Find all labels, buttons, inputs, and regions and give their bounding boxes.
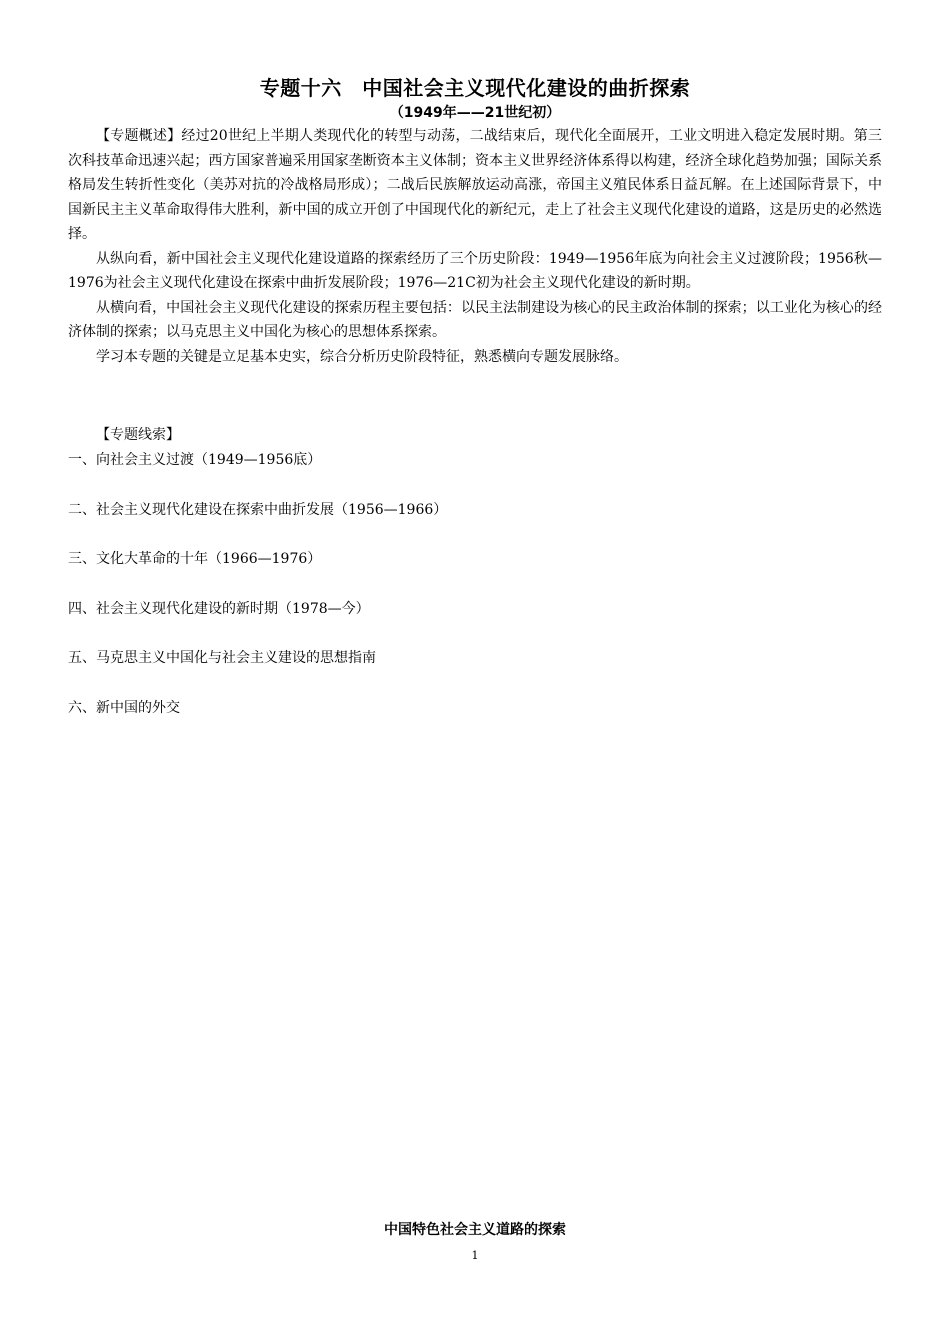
study-key-paragraph: 学习本专题的关键是立足基本史实，综合分析历史阶段特征，熟悉横向专题发展脉络。 [96,348,628,365]
page-title: 专题十六 中国社会主义现代化建设的曲折探索 [259,76,691,100]
clue-item: 六、新中国的外交 [68,699,180,716]
page-number: 1 [471,1249,479,1262]
clues-list [68,448,447,746]
clue-item: 一、向社会主义过渡（1949—1956底） [68,452,322,468]
horizontal-view-paragraph: 从横向看，中国社会主义现代化建设的探索历程主要包括：以民主法制建设为核心的民主政治体制的探索；以工业化为核心的经济体制的探索；以马克思主义中国化为核心的思想体系探索。 [68,299,882,340]
vertical-view-paragraph: 从纵向看，新中国社会主义现代化建设道路的探索经历了三个历史阶段：1949—1956年底为向社会主义过渡阶段；1956秋—1976为社会主义现代化建设在探索中曲折发展阶段；1976—21C初为社会主义现代化建设的新时期。 [68,250,882,291]
clue-item: 三、文化大革命的十年（1966—1976） [68,551,322,568]
overview-body [68,124,882,369]
clues-heading: 【专题线索】 [96,427,180,443]
footer-section-title: 中国特色社会主义道路的探索 [384,1222,566,1238]
clue-item: 四、社会主义现代化建设的新时期（1978—今） [68,600,370,617]
overview-paragraph: 【专题概述】经过20世纪上半期人类现代化的转型与动荡，二战结束后，现代化全面展开，工业文明进入稳定发展时期。第三次科技革命迅速兴起；西方国家普遍采用国家垄断资本主义体制；资本主义世界经济体系得以构建，经济全球化趋势加强；国际关系格局发生转折性变化（美苏对抗的冷战格局形成）；二战后民族解放运动高涨，帝国主义殖民体系日益瓦解。在上述国际背景下，中国新民主主义革命取得伟大胜利，新中国的成立开创了中国现代化的新纪元，走上了社会主义现代化建设的道路，这是历史的必然选择。 [68,128,882,242]
clue-item: 五、马克思主义中国化与社会主义建设的思想指南 [68,650,376,667]
clue-item: 二、社会主义现代化建设在探索中曲折发展（1956—1966） [68,501,448,518]
page-subtitle: （1949年——21世纪初） [389,105,561,121]
